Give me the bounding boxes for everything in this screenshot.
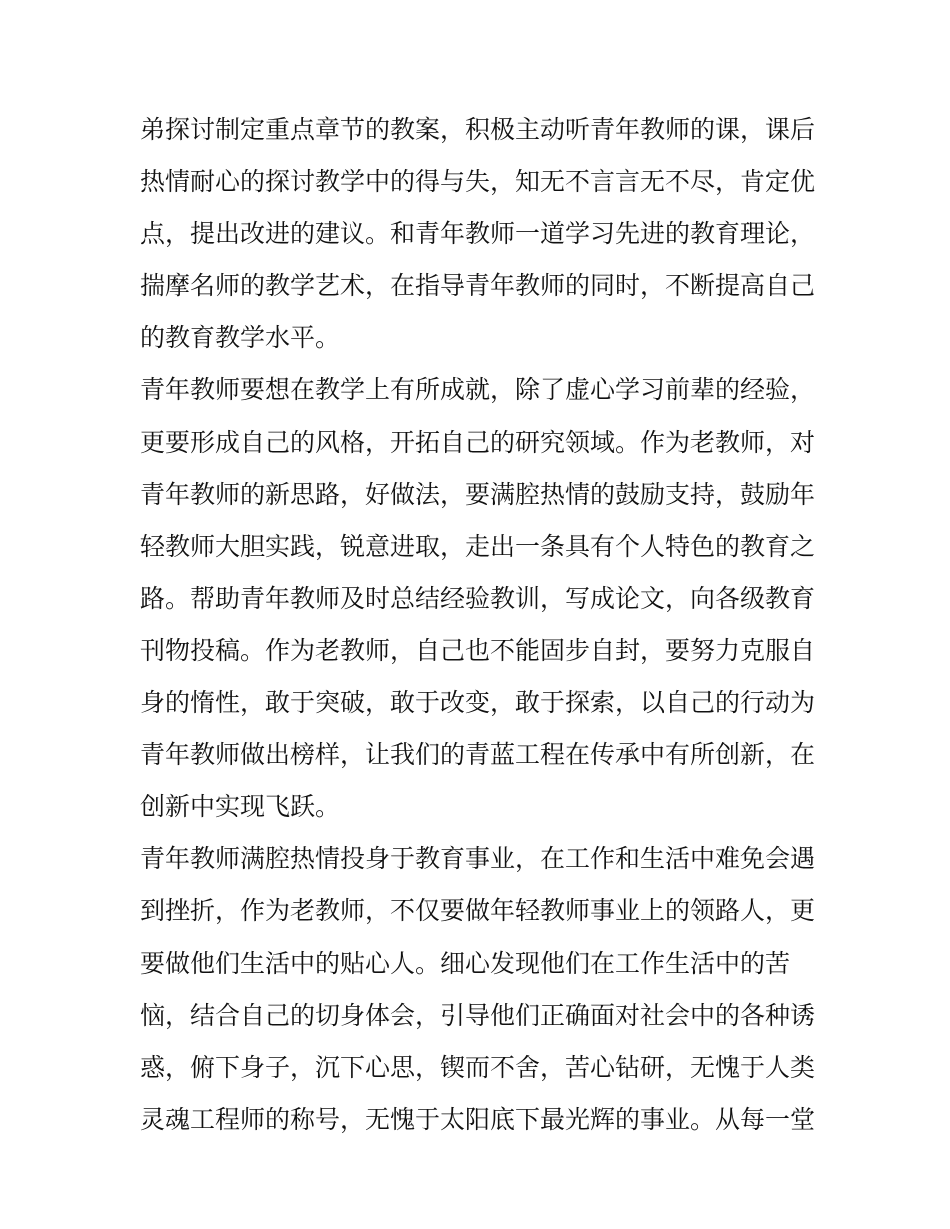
- text-line: 点，提出改进的建议。和青年教师一道学习先进的教育理论，: [140, 219, 816, 249]
- text-line: 恼，结合自己的切身体会，引导他们正确面对社会中的各种诱: [140, 1000, 816, 1030]
- text-line: 揣摩名师的教学艺术，在指导青年教师的同时，不断提高自己: [140, 271, 816, 301]
- text-line: 到挫折，作为老教师，不仅要做年轻教师事业上的领路人，更: [140, 896, 816, 926]
- text-line: 轻教师大胆实践，锐意进取，走出一条具有个人特色的教育之: [140, 531, 816, 561]
- text-line: 弟探讨制定重点章节的教案，积极主动听青年教师的课，课后: [140, 115, 816, 144]
- text-line: 要做他们生活中的贴心人。细心发现他们在工作生活中的苦: [140, 948, 791, 978]
- text-line: 的教育教学水平。: [140, 323, 341, 353]
- text-line: 热情耐心的探讨教学中的得与失，知无不言言无不尽，肯定优: [140, 167, 816, 197]
- text-line: 身的惰性，敢于突破，敢于改变，敢于探索，以自己的行动为: [140, 688, 816, 718]
- text-line: 青年教师的新思路，好做法，要满腔热情的鼓励支持，鼓励年: [140, 479, 816, 509]
- text-line: 青年教师做出榜样，让我们的青蓝工程在传承中有所创新，在: [140, 740, 816, 770]
- text-line: 创新中实现飞跃。: [140, 792, 341, 822]
- body-text: [140, 104, 820, 1146]
- text-line: 青年教师满腔热情投身于教育事业，在工作和生活中难免会遇: [140, 844, 816, 874]
- text-line: 惑，俯下身子，沉下心思，锲而不舍，苦心钻研，无愧于人类: [140, 1052, 816, 1082]
- text-line: 刊物投稿。作为老教师，自己也不能固步自封，要努力克服自: [140, 635, 816, 665]
- text-line: 灵魂工程师的称号，无愧于太阳底下最光辉的事业。从每一堂: [140, 1104, 816, 1134]
- text-line: 更要形成自己的风格，开拓自己的研究领域。作为老教师，对: [140, 427, 816, 457]
- text-line: 青年教师要想在教学上有所成就，除了虚心学习前辈的经验，: [140, 375, 816, 405]
- text-line: 路。帮助青年教师及时总结经验教训，写成论文，向各级教育: [140, 583, 816, 613]
